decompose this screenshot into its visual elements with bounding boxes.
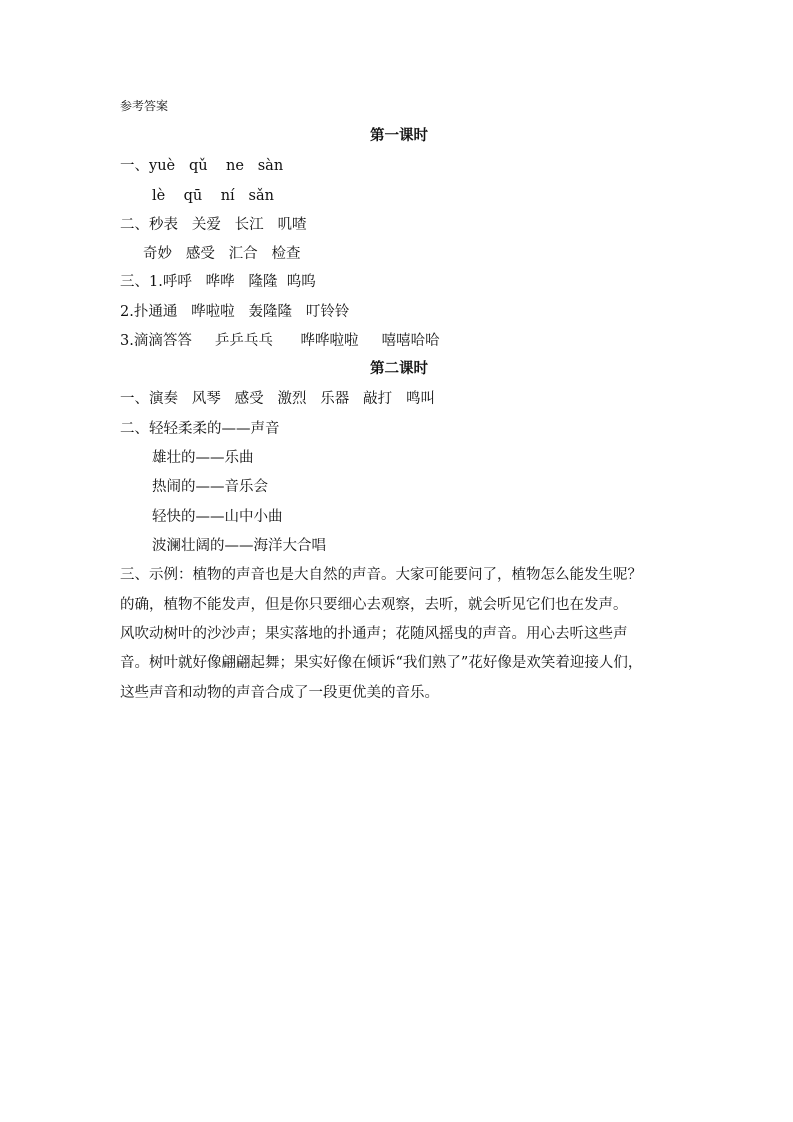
- lesson1-q2-line2: 奇妙 感受 汇合 检查: [143, 246, 301, 262]
- lesson2-q3-line3: 风吹动树叶的沙沙声；果实落地的扑通声；花随风摇曳的声音。用心去听这些声: [120, 626, 628, 642]
- lesson1-q1-line2: lè qū ní sǎn: [152, 188, 274, 204]
- lesson2-q3-line4: 音。树叶就好像翩翩起舞；果实好像在倾诉“我们熟了”花好像是欢笑着迎接人们，: [120, 655, 643, 671]
- lesson1-q3-line2: 2.扑通通 哗啦啦 轰隆隆 叮铃铃: [120, 304, 350, 320]
- lesson2-q1-line: 一、演奏 风琴 感受 激烈 乐器 敲打 鸣叫: [120, 391, 435, 407]
- lesson2-q3-line2: 的确，植物不能发声，但是你只要细心去观察，去听，就会听见它们也在发声。: [120, 597, 628, 613]
- lesson2-q3-line5: 这些声音和动物的声音合成了一段更优美的音乐。: [120, 685, 439, 701]
- lesson2-q2-line2: 雄壮的——乐曲: [152, 450, 254, 466]
- lesson2-q3-line1: 三、示例：植物的声音也是大自然的声音。大家可能要问了，植物怎么能发生呢？: [120, 567, 642, 583]
- lesson2-title: 第二课时: [370, 360, 428, 377]
- lesson2-q2-line3: 热闹的——音乐会: [152, 479, 268, 495]
- lesson1-q1-line1: 一、yuè qǔ ne sàn: [120, 158, 284, 174]
- page-header-label: 参考答案: [120, 99, 169, 113]
- lesson1-q3-line1: 三、1.呼呼 哗哗 隆隆 呜呜: [120, 274, 316, 290]
- lesson1-q3-line3: 3.滴滴答答 乒乒乓乓 哗哗啦啦 嘻嘻哈哈: [120, 333, 440, 349]
- lesson2-q2-line4: 轻快的——山中小曲: [152, 509, 283, 525]
- lesson1-q2-line1: 二、秒表 关爱 长江 叽喳: [120, 217, 307, 233]
- lesson2-q2-line5: 波澜壮阔的——海洋大合唱: [152, 538, 326, 554]
- lesson2-q2-line1: 二、轻轻柔柔的——声音: [120, 421, 280, 437]
- lesson1-title: 第一课时: [370, 127, 428, 144]
